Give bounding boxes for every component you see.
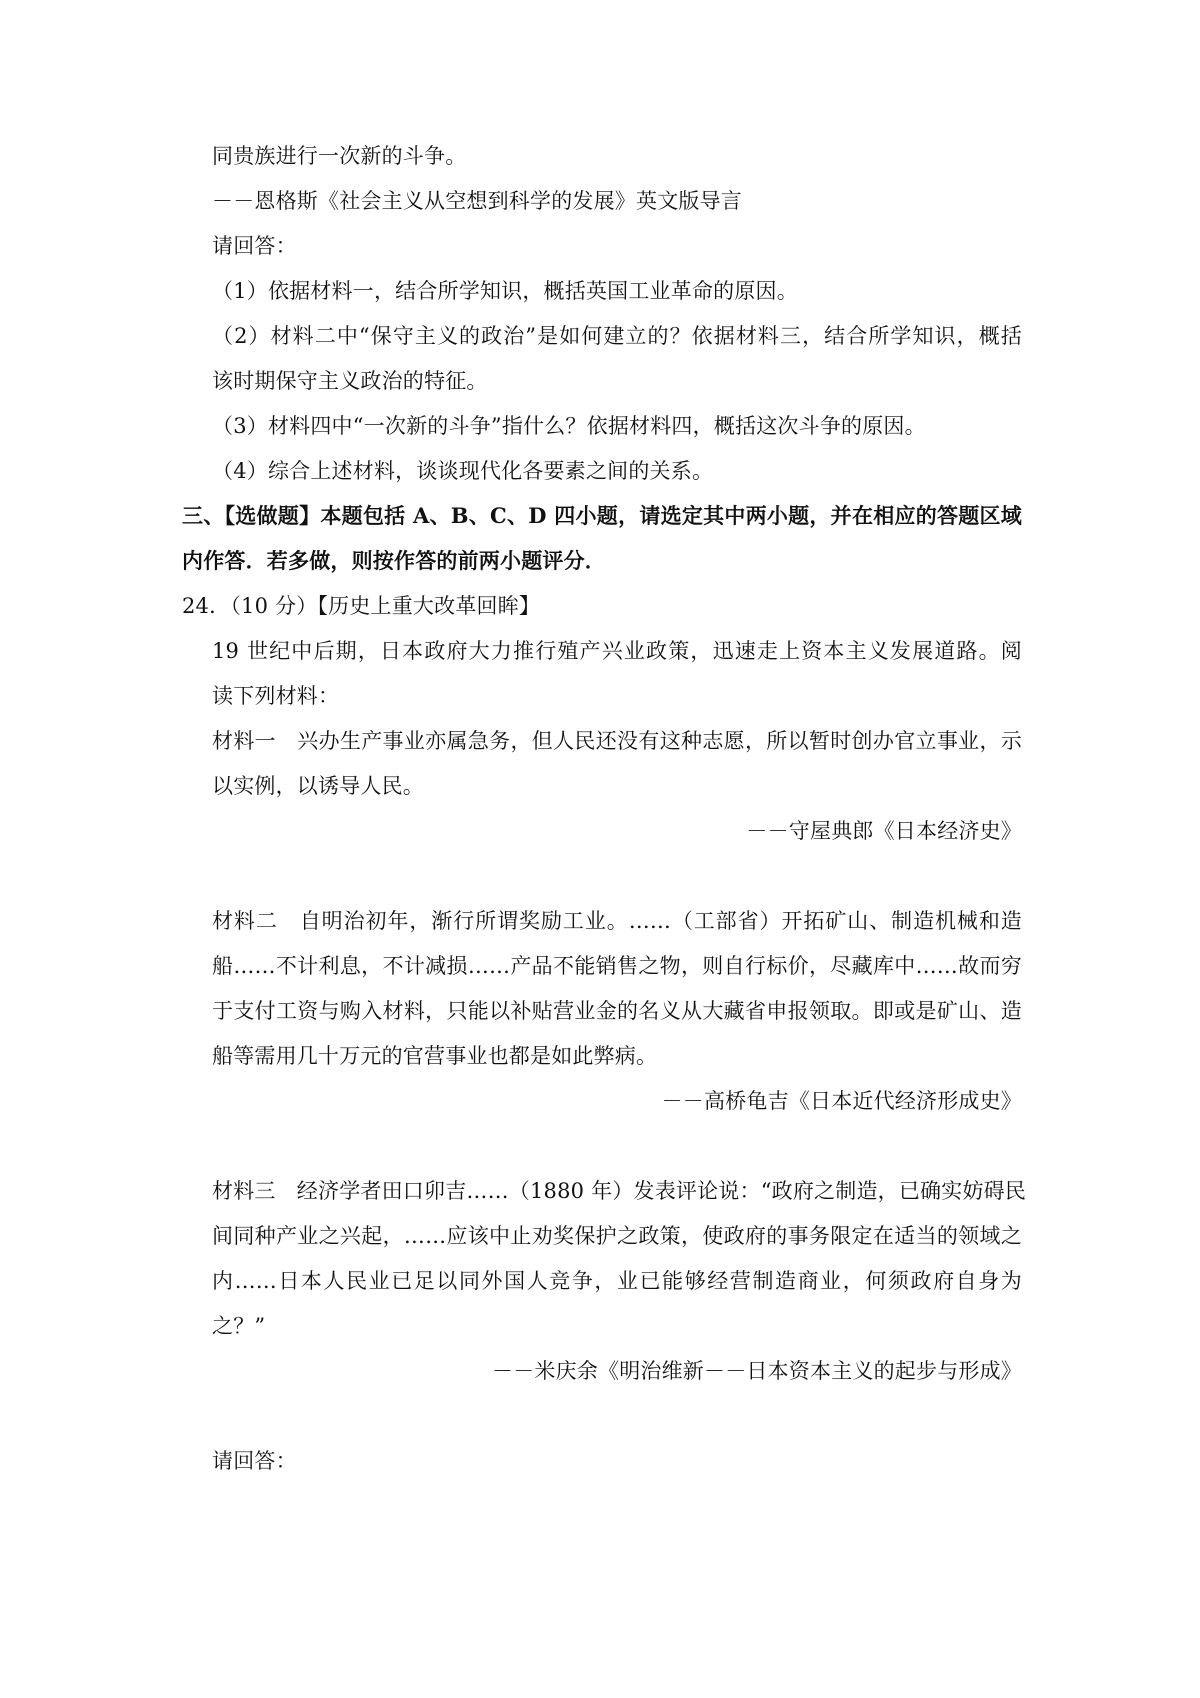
q24-material3-line2: 间同种产业之兴起，……应该中止劝奖保护之政策，使政府的事务限定在适当的领域之 [212, 1224, 1022, 1248]
material4-source: －－恩格斯《社会主义从空想到科学的发展》英文版导言 [212, 189, 742, 213]
section3-heading-line1: 三、【选做题】本题包括 A、B、C、D 四小题，请选定其中两小题，并在相应的答题区域 [182, 503, 1022, 528]
q24-prompt: 请回答： [212, 1449, 297, 1473]
q24-material2-line1: 材料二 自明治初年，渐行所谓奖励工业。……（工部省）开拓矿山、制造机械和造 [212, 909, 1022, 933]
q24-material3-source: －－米庆余《明治维新－－日本资本主义的起步与形成》 [492, 1359, 1022, 1383]
q24-intro-line2: 读下列材料： [212, 684, 340, 708]
q23-sub1: （1）依据材料一，结合所学知识，概括英国工业革命的原因。 [212, 279, 798, 303]
q23-sub3: （3）材料四中“一次新的斗争”指什么？依据材料四，概括这次斗争的原因。 [212, 414, 926, 438]
q24-header: 24．（10 分）【历史上重大改革回眸】 [182, 594, 541, 618]
q24-material1-line1: 材料一 兴办生产事业亦属急务，但人民还没有这种志愿，所以暂时创办官立事业，示 [212, 729, 1022, 753]
q23-sub2-line1: （2）材料二中“保守主义的政治”是如何建立的？依据材料三，结合所学知识，概括 [212, 324, 1022, 348]
q24-material2-line2: 船……不计利息，不计减损……产品不能销售之物，则自行标价，尽藏库中……故而穷 [212, 954, 1022, 978]
q24-material3-line4: 之？” [212, 1314, 266, 1338]
material4-last-line: 同贵族进行一次新的斗争。 [212, 144, 467, 168]
section3-heading-line2: 内作答．若多做，则按作答的前两小题评分． [182, 548, 606, 573]
q23-sub4: （4）综合上述材料，谈谈现代化各要素之间的关系。 [212, 459, 714, 483]
q24-material3-line1: 材料三 经济学者田口卯吉……（1880 年）发表评论说：“政府之制造，已确实妨碍民 [212, 1179, 1027, 1203]
q24-material3-line3: 内……日本人民业已足以同外国人竞争，业已能够经营制造商业，何须政府自身为 [212, 1269, 1022, 1293]
q24-material2-line3: 于支付工资与购入材料，只能以补贴营业金的名义从大藏省申报领取。即或是矿山、造 [212, 999, 1022, 1023]
q23-sub2-line2: 该时期保守主义政治的特征。 [212, 369, 488, 393]
q24-material1-source: －－守屋典郎《日本经济史》 [746, 819, 1022, 843]
q24-material2-source: －－高桥龟吉《日本近代经济形成史》 [661, 1089, 1022, 1113]
q24-material2-line4: 船等需用几十万元的官营事业也都是如此弊病。 [212, 1044, 658, 1068]
q24-intro-line1: 19 世纪中后期，日本政府大力推行殖产兴业政策，迅速走上资本主义发展道路。阅 [212, 639, 1022, 663]
q23-prompt: 请回答： [212, 234, 297, 258]
q24-material1-line2: 以实例，以诱导人民。 [212, 774, 424, 798]
